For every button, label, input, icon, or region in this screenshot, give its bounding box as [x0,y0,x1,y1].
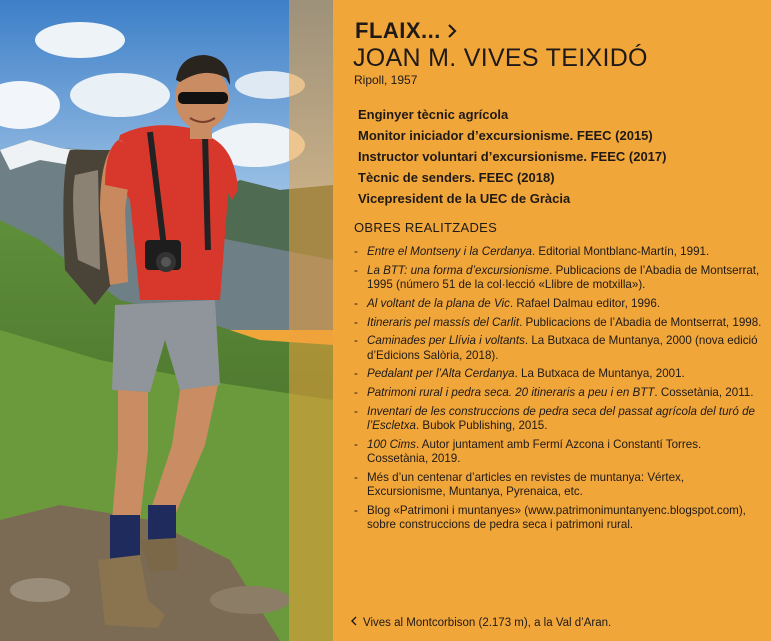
work-item: - Més d’un centenar d’articles en revistes de muntanya: Vértex, Excursionisme, Muntanya, Pyrenaica, etc. [354,470,685,499]
work-detail: . Bubok Publishing, 2015. [415,419,548,433]
work-detail: . La Butxaca de Muntanya, 2000 (nova edició d’Edicions Salòria, 2018). [367,334,758,362]
work-detail: . Cossetània, 2011. [654,386,754,400]
work-item: - Entre el Montseny i la Cerdanya. Editorial Montblanc-Martín, 1991. [354,245,710,258]
work-title: Inventari de les construccions de pedra seca del passat agrícola del turó de l’Escletxa [367,404,755,433]
work-item: - Blog «Patrimoni i muntanyes» (www.patrimonimuntanyenc.blogspot.com), sobre construccions de pedra seca i patrimoni rural. [354,503,746,532]
work-title: Pedalant per l’Alta Cerdanya [367,367,515,381]
role-item: Monitor iniciador d’excursionisme. FEEC (2015) [358,128,653,143]
work-detail: Més d’un centenar d’articles en revistes de muntanya: Vértex, Excursionisme, Muntanya, Pyrenaica, etc. [367,470,685,499]
roles-list [358,104,666,209]
chevron-left-icon [350,616,357,629]
work-detail: Blog «Patrimoni i muntanyes» (www.patrimonimuntanyenc.blogspot.com), sobre construccions de pedra seca i patrimoni rural. [367,503,746,532]
work-title: Al voltant de la plana de Vic [367,296,510,310]
role-item: Vicepresident de la UEC de Gràcia [358,191,571,206]
work-item: - Caminades per Llívia i voltants. La Butxaca de Muntanya, 2000 (nova edició d’Edicions Salòria, 2018). [354,334,758,362]
work-detail: . Publicacions de l’Abadia de Montserrat, 1995 (número 51 de la col·lecció «Llibre de motxilla»). [367,263,760,291]
photo-caption-text: Vives al Montcorbison (2.173 m), a la Val d’Aran. [363,617,612,629]
work-item: - Pedalant per l’Alta Cerdanya. La Butxaca de Muntanya, 2001. [354,367,685,381]
work-title: La BTT: una forma d’excursionisme [367,263,550,277]
birth-info: Ripoll, 1957 [354,73,418,87]
role-item: Enginyer tècnic agrícola [358,107,509,122]
work-detail: . Autor juntament amb Fermí Azcona i Constantí Torres. Cossetània, 2019. [367,437,702,466]
work-detail: . Rafael Dalmau editor, 1996. [509,296,661,310]
work-item: - 100 Cims. Autor juntament amb Fermí Azcona i Constantí Torres. Cossetània, 2019. [354,437,702,466]
work-detail: . Publicacions de l’Abadia de Montserrat, 1998. [519,315,762,329]
works-list [354,245,764,537]
works-heading: OBRES REALITZADES [354,220,498,235]
work-title: Itineraris pel massís del Carlit [367,315,520,329]
bio-panel [333,0,771,641]
work-detail: . Editorial Montblanc-Martín, 1991. [531,245,710,258]
hiker-photo [0,0,333,641]
work-item: - Itineraris pel massís del Carlit. Publicacions de l’Abadia de Montserrat, 1998. [354,315,762,329]
decorative-band [289,0,333,641]
work-item: - Al voltant de la plana de Vic. Rafael Dalmau editor, 1996. [354,296,661,310]
work-item: - Patrimoni rural i pedra seca. 20 itineraris a peu i en BTT. Cossetània, 2011. [354,386,754,400]
work-title: Entre el Montseny i la Cerdanya [367,245,532,258]
work-title: Caminades per Llívia i voltants [367,334,525,348]
work-item: - La BTT: una forma d’excursionisme. Publicacions de l’Abadia de Montserrat, 1995 (número 51 de la col·lecció «Llibre de motxilla»). [354,263,760,291]
person-name: JOAN M. VIVES TEIXIDÓ [353,44,648,72]
chevron-right-icon [447,18,457,44]
role-item: Instructor voluntari d’excursionisme. FEEC (2017) [358,149,667,164]
photo-caption [350,616,611,629]
section-title [355,18,457,44]
section-title-text: FLAIX... [355,18,441,43]
role-item: Tècnic de senders. FEEC (2018) [358,170,555,185]
work-item: - Inventari de les construccions de pedra seca del passat agrícola del turó de l’Escletxa. Bubok Publishing, 2015. [354,404,755,433]
work-title: Patrimoni rural i pedra seca. 20 itineraris a peu i en BTT [367,386,655,400]
work-detail: . La Butxaca de Muntanya, 2001. [514,367,685,381]
work-title: 100 Cims [367,437,416,451]
